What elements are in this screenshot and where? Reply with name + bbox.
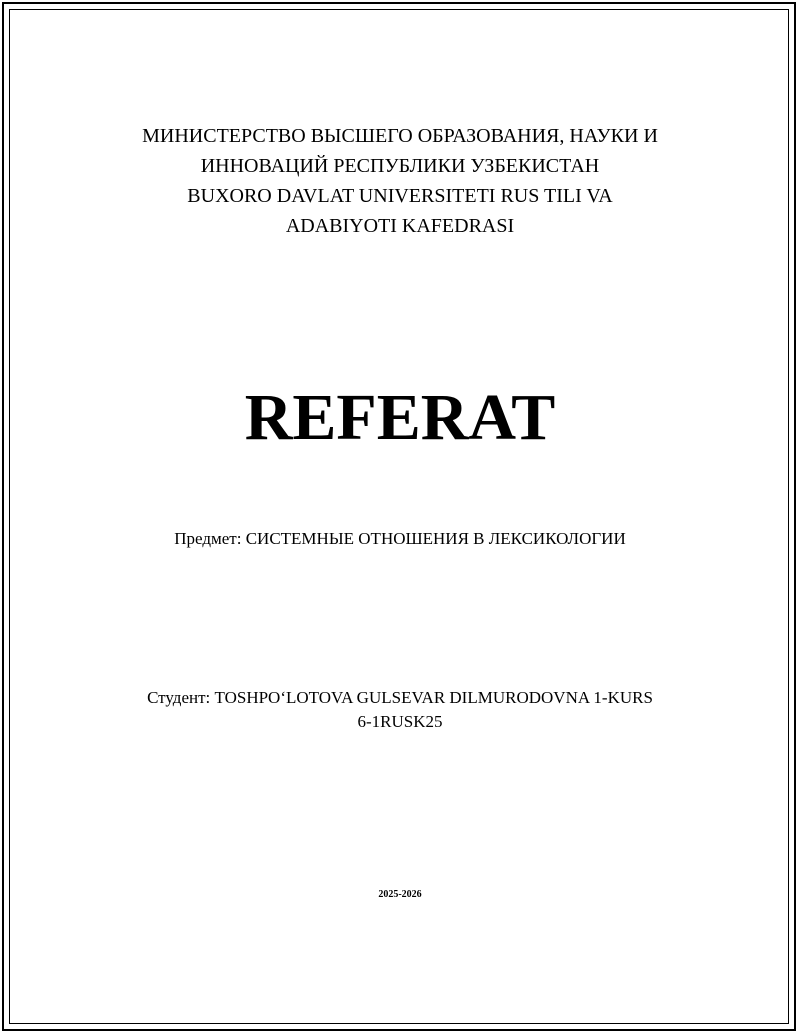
student-group-line: 6-1RUSK25 (357, 712, 443, 731)
header-line-ministry: МИНИСТЕРСТВО ВЫСШЕГО ОБРАЗОВАНИЯ, НАУКИ И (142, 125, 658, 147)
header-line-country: ИННОВАЦИЙ РЕСПУБЛИКИ УЗБЕКИСТАН (200, 155, 600, 177)
subject-line: Предмет: СИСТЕМНЫЕ ОТНОШЕНИЯ В ЛЕКСИКОЛОГИИ (174, 529, 626, 548)
header-line-department: ADABIYOTI KAFEDRASI (285, 215, 515, 237)
student-name-line: Студент: TOSHPO‘LOTOVA GULSEVAR DILMURODOVNA 1-KURS (147, 688, 653, 707)
header-line-university: BUXORO DAVLAT UNIVERSITETI RUS TILI VA (187, 185, 613, 207)
academic-year: 2025-2026 (378, 889, 422, 900)
institution-header (0, 121, 800, 241)
document-title: REFERAT (244, 381, 556, 454)
student-info (0, 686, 800, 734)
